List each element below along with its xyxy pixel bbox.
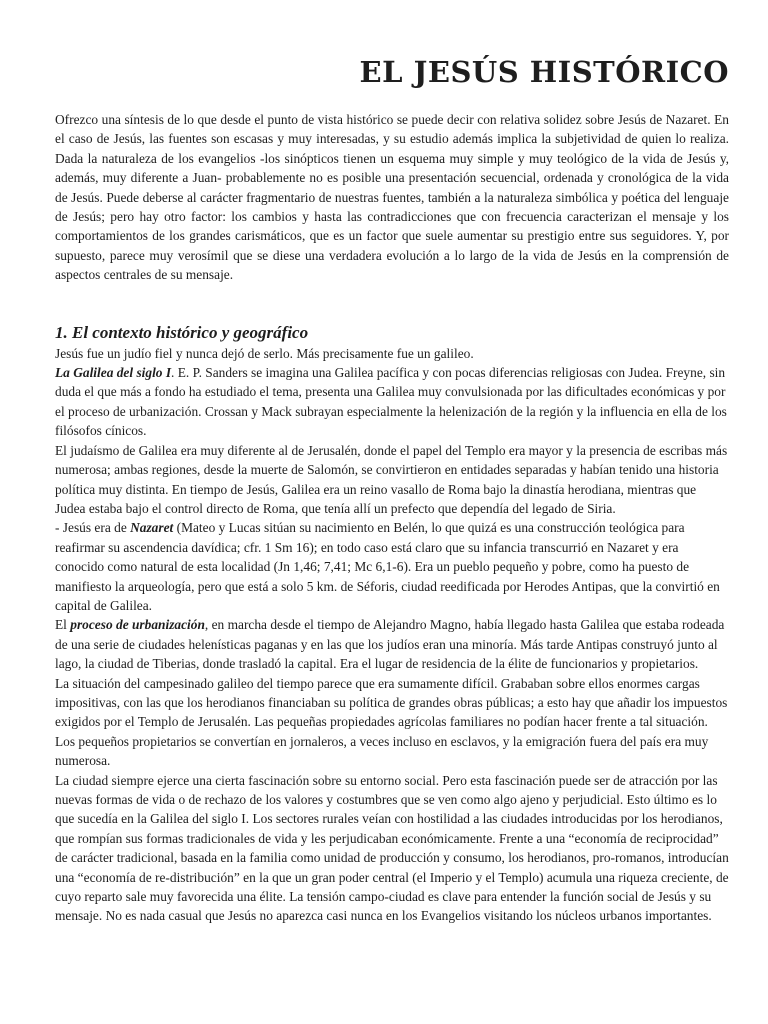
paragraph-5-emphasis: proceso de urbanización (70, 617, 205, 633)
paragraph-2-emphasis: La Galilea del siglo I (55, 365, 172, 381)
document-title: EL JESÚS HISTÓRICO (359, 55, 729, 89)
paragraph-5-text: , en marcha desde el tiempo de Alejandro Magno, había llegado hasta Galilea que estaba rodeada de una serie de ciudades helenísticas paganas y en las que los judíos eran una minoría. Más tarde Antipas construyó junto al lago, la ciudad de Tiberias, donde trasladó la capital. Era el lugar de residencia de la élite de funcionarios y propietarios. (55, 617, 725, 672)
paragraph-5-prefix: El (55, 617, 71, 633)
paragraph-4-emphasis: Nazaret (130, 520, 174, 536)
paragraph-1: Jesús fue un judío fiel y nunca dejó de serlo. Más precisamente fue un galileo. (55, 345, 474, 361)
paragraph-7: La ciudad siempre ejerce una cierta fascinación sobre su entorno social. Pero esta fascinación puede ser de atracción por las nuevas formas de vida o de rechazo de los valores y costumbres que se ven como algo ajeno y perjudicial. Esto último es lo que sucedía en la Galilea del siglo I. Los sectores rurales veían con hostilidad a las ciudades introducidas por los herodianos, que rompían sus formas tradicionales de vida y les perjudicaban económicamente. Frente a una “economía de reciprocidad” de carácter tradicional, basada en la familia como unidad de producción y consumo, los herodianos, pro-romanos, introducían una “economía de re-distribución” en la que un gran poder central (el Imperio y el Templo) acumula una riqueza creciente, de cuyo reparto sale muy favorecida una élite. La tensión campo-ciudad es clave para entender la función social de Jesús y su mensaje. No es nada casual que Jesús no aparezca casi nunca en los Evangelios visitando los núcleos urbanos importantes. (55, 772, 729, 924)
document-page (55, 52, 729, 926)
intro-paragraph: Ofrezco una síntesis de lo que desde el punto de vista histórico se puede decir con relativa solidez sobre Jesús de Nazaret. En el caso de Jesús, las fuentes son escasas y muy interesadas, y su estudio además implica la subjetividad de quien lo realiza. Dada la naturaleza de los evangelios -los sinópticos tienen un esquema muy simple y muy teológico de la vida de Jesús y, además, muy diferente a Juan- probablemente no es posible una presentación secuencial, ordenada y cronológica de la vida de Jesús. Puede deberse al carácter fragmentario de nuestras fuentes, también a la naturaleza simbólica y poética del lenguaje de Jesús; pero hay otro factor: los cambios y hasta las contradicciones que con frecuencia caracterizan el mensaje y los comportamientos de los grandes carismáticos, que es un factor que suele aumentar su prestigio entre sus seguidores. Y, por supuesto, parece muy verosímil que se diese una verdadera evolución a lo largo de la vida de Jesús en la comprensión de aspectos centrales de su mensaje. (55, 112, 729, 283)
paragraph-6: La situación del campesinado galileo del tiempo parece que era sumamente difícil. Grababan sobre ellos enormes cargas impositivas, con las que los herodianos financiaban su política de grandes obras públicas; a esto hay que añadir los impuestos exigidos por el Templo de Jerusalén. Las pequeñas propiedades agrícolas familiares no podían hacer frente a tal situación. Los pequeños propietarios se convertían en jornaleros, a veces incluso en esclavos, y la emigración fuera del país era muy numerosa. (55, 675, 728, 769)
paragraph-4 (55, 518, 729, 615)
paragraph-2-text: . E. P. Sanders se imagina una Galilea pacífica y con pocas diferencias religiosas con Judea. Freyne, sin duda el que más a fondo ha estudiado el tema, presenta una Galilea muy convulsionada por las dificultades económicas y por el proceso de urbanización. Crossan y Mack subrayan especialmente la helenización de la región y la influencia en ella de los filósofos cínicos. (55, 365, 727, 439)
paragraph-4-prefix: - Jesús era de (55, 520, 131, 536)
paragraph-3: El judaísmo de Galilea era muy diferente al de Jerusalén, donde el papel del Templo era mayor y la presencia de escribas más numerosa; ambas regiones, desde la muerte de Salomón, se convirtieron en entidades separadas y habían tenido una historia política muy distinta. En tiempo de Jesús, Galilea era un reino vasallo de Roma bajo la dinastía herodiana, mientras que Judea estaba bajo el control directo de Roma, que tenía allí un prefecto que dependía del legado de Siria. (55, 442, 728, 516)
section-heading: 1. El contexto histórico y geográfico (55, 322, 309, 342)
paragraph-4-text: (Mateo y Lucas sitúan su nacimiento en Belén, lo que quizá es una construcción teológica para reafirmar su ascendencia davídica; cfr. 1 Sm 16); en todo caso está claro que su infancia transcurrió en Nazaret y era conocido como natural de esta localidad (Jn 1,46; 7,41; Mc 6,1-6). Era un pueblo pequeño y pobre, como ha puesto de manifiesto la arqueología, pero que está a solo 5 km. de Séforis, ciudad reedificada por Herodes Antipas, que la convirtió en capital de Galilea. (55, 520, 720, 613)
paragraph-2 (55, 363, 729, 441)
paragraph-5 (55, 615, 729, 673)
